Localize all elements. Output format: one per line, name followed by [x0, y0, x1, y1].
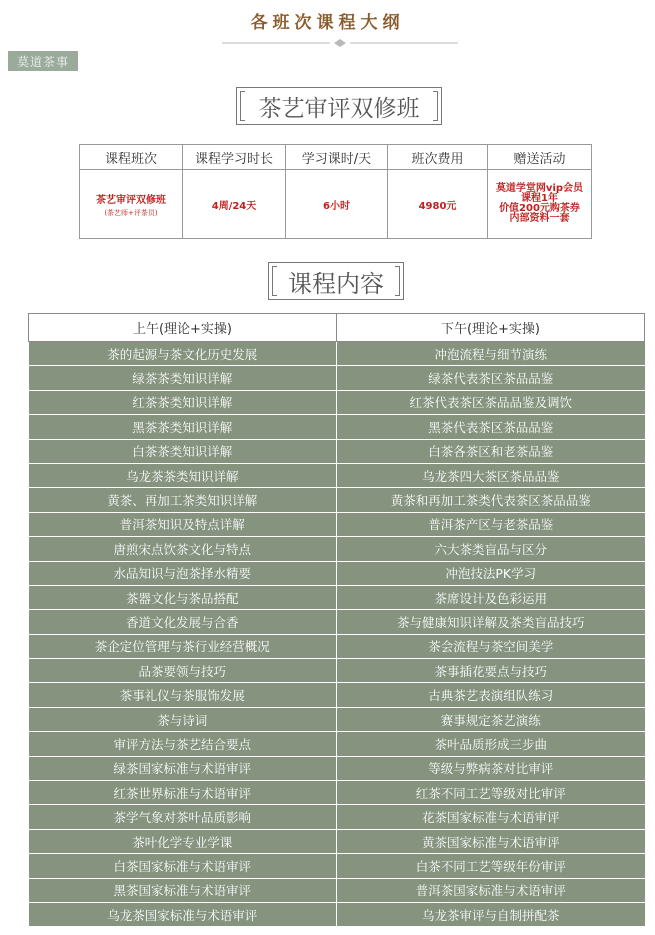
cell-gift: [488, 170, 592, 239]
afternoon-topic: 黑茶代表茶区茶品品鉴: [337, 415, 645, 439]
table-row: [29, 463, 645, 487]
table-row: [29, 366, 645, 390]
table-row: [29, 634, 645, 658]
afternoon-topic: 乌龙茶审评与自制拼配茶: [337, 902, 645, 926]
table-row: [29, 878, 645, 902]
table-row: [29, 829, 645, 853]
afternoon-topic: 绿茶代表茶区茶品品鉴: [337, 366, 645, 390]
afternoon-topic: 茶叶品质形成三步曲: [337, 732, 645, 756]
morning-topic: 红茶世界标准与术语审评: [29, 781, 337, 805]
table-row: [29, 683, 645, 707]
title-ornament: [222, 38, 458, 48]
table-row: [29, 561, 645, 585]
afternoon-topic: 茶会流程与茶空间美学: [337, 634, 645, 658]
afternoon-topic: 红茶代表茶区茶品品鉴及调饮: [337, 390, 645, 414]
morning-topic: 香道文化发展与合香: [29, 610, 337, 634]
afternoon-topic: 茶席设计及色彩运用: [337, 585, 645, 609]
afternoon-topic: 冲泡流程与细节演练: [337, 342, 645, 366]
table-row: [29, 902, 645, 926]
afternoon-topic: 白茶各茶区和老茶品鉴: [337, 439, 645, 463]
morning-topic: 白茶茶类知识详解: [29, 439, 337, 463]
gift-line: 莫道学堂网vip会员课程1年: [495, 183, 584, 204]
fee-table-header: [80, 145, 592, 170]
cell-course: [80, 170, 183, 239]
morning-topic: 黄茶、再加工茶类知识详解: [29, 488, 337, 512]
header-fee: 班次费用: [388, 145, 488, 170]
afternoon-topic: 黄茶国家标准与术语审评: [337, 829, 645, 853]
course-subtitle: (茶艺师+评茶员): [104, 208, 158, 217]
gift-line: 内部资料一套: [509, 213, 570, 224]
table-row: [29, 342, 645, 366]
page-title: 各班次课程大纲: [250, 13, 405, 33]
cell-hours: 6小时: [286, 170, 388, 239]
morning-topic: 茶企定位管理与茶行业经营概况: [29, 634, 337, 658]
morning-topic: 茶事礼仪与茶服饰发展: [29, 683, 337, 707]
morning-topic: 普洱茶知识及特点详解: [29, 512, 337, 536]
table-row: [29, 707, 645, 731]
table-row: [29, 537, 645, 561]
content-table: [28, 313, 645, 927]
afternoon-topic: 茶事插花要点与技巧: [337, 659, 645, 683]
header-gift: 赠送活动: [488, 145, 592, 170]
table-row: [29, 512, 645, 536]
morning-topic: 乌龙茶国家标准与术语审评: [29, 902, 337, 926]
table-row: [29, 390, 645, 414]
morning-topic: 茶叶化学专业学课: [29, 829, 337, 853]
morning-topic: 茶与诗词: [29, 707, 337, 731]
table-row: [29, 756, 645, 780]
morning-topic: 唐煎宋点饮茶文化与特点: [29, 537, 337, 561]
table-row: [29, 781, 645, 805]
header-morning: 上午(理论+实操): [29, 314, 337, 342]
afternoon-topic: 普洱茶国家标准与术语审评: [337, 878, 645, 902]
afternoon-topic: 黄茶和再加工茶类代表茶区茶品品鉴: [337, 488, 645, 512]
morning-topic: 黑茶国家标准与术语审评: [29, 878, 337, 902]
header-afternoon: 下午(理论+实操): [337, 314, 645, 342]
afternoon-topic: 赛事规定茶艺演练: [337, 707, 645, 731]
header-hours: 学习课时/天: [286, 145, 388, 170]
content-table-header: [29, 314, 645, 342]
table-row: [29, 488, 645, 512]
morning-topic: 审评方法与茶艺结合要点: [29, 732, 337, 756]
fee-table: [79, 144, 592, 239]
morning-topic: 绿茶茶类知识详解: [29, 366, 337, 390]
morning-topic: 白茶国家标准与术语审评: [29, 854, 337, 878]
morning-topic: 茶器文化与茶品搭配: [29, 585, 337, 609]
header-duration: 课程学习时长: [183, 145, 286, 170]
cell-fee: 4980元: [388, 170, 488, 239]
morning-topic: 品茶要领与技巧: [29, 659, 337, 683]
morning-topic: 黑茶茶类知识详解: [29, 415, 337, 439]
fee-table-row: [80, 170, 592, 239]
afternoon-topic: 等级与弊病茶对比审评: [337, 756, 645, 780]
morning-topic: 乌龙茶茶类知识详解: [29, 463, 337, 487]
table-row: [29, 659, 645, 683]
morning-topic: 茶学气象对茶叶品质影响: [29, 805, 337, 829]
morning-topic: 水品知识与泡茶择水精要: [29, 561, 337, 585]
afternoon-topic: 茶与健康知识详解及茶类盲品技巧: [337, 610, 645, 634]
brand-logo: 莫道茶事: [8, 51, 78, 71]
afternoon-topic: 乌龙茶四大茶区茶品品鉴: [337, 463, 645, 487]
section-title-content: 课程内容: [268, 262, 404, 300]
table-row: [29, 415, 645, 439]
morning-topic: 红茶茶类知识详解: [29, 390, 337, 414]
afternoon-topic: 红茶不同工艺等级对比审评: [337, 781, 645, 805]
section-title-class: 茶艺审评双修班: [236, 87, 442, 125]
header-course: 课程班次: [80, 145, 183, 170]
afternoon-topic: 白茶不同工艺等级年份审评: [337, 854, 645, 878]
table-row: [29, 610, 645, 634]
afternoon-topic: 六大茶类盲品与区分: [337, 537, 645, 561]
table-row: [29, 805, 645, 829]
cell-duration: 4周/24天: [183, 170, 286, 239]
afternoon-topic: 古典茶艺表演组队练习: [337, 683, 645, 707]
afternoon-topic: 普洱茶产区与老茶品鉴: [337, 512, 645, 536]
course-name: 茶艺审评双修班: [96, 194, 166, 206]
table-row: [29, 439, 645, 463]
morning-topic: 茶的起源与茶文化历史发展: [29, 342, 337, 366]
morning-topic: 绿茶国家标准与术语审评: [29, 756, 337, 780]
afternoon-topic: 冲泡技法PK学习: [337, 561, 645, 585]
gift-line: 价值200元购茶券: [499, 203, 580, 214]
afternoon-topic: 花茶国家标准与术语审评: [337, 805, 645, 829]
table-row: [29, 732, 645, 756]
table-row: [29, 585, 645, 609]
table-row: [29, 854, 645, 878]
